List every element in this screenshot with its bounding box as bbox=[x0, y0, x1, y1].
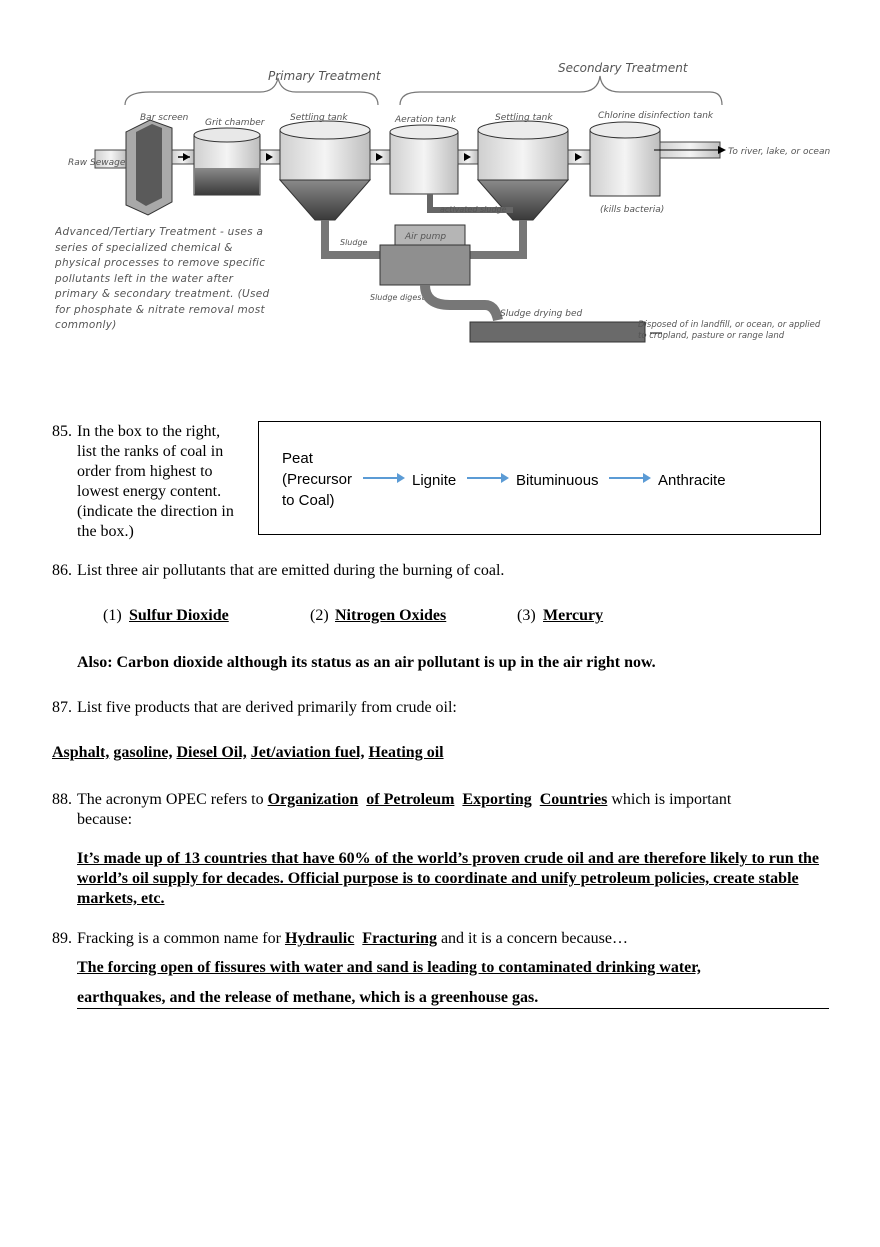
arrow-icon bbox=[361, 471, 407, 485]
activated-sludge-label: activated sludge bbox=[440, 205, 507, 214]
q88-question bbox=[77, 790, 731, 810]
drying-bed-label: Sludge drying bed bbox=[500, 309, 583, 319]
fracking-word: Hydraulic bbox=[284, 930, 355, 947]
product-item: Heating oil bbox=[368, 744, 444, 761]
secondary-brace bbox=[400, 76, 722, 105]
q89-pre: Fracking is a common name for bbox=[77, 930, 281, 947]
q87-number: 87. bbox=[52, 699, 72, 716]
digester-label: Sludge digester bbox=[370, 293, 433, 302]
q88-number: 88. bbox=[52, 791, 72, 808]
pollutant-1: Sulfur Dioxide bbox=[129, 607, 229, 624]
q88-pre: The acronym OPEC refers to bbox=[77, 791, 264, 808]
opec-word: of Petroleum bbox=[366, 791, 455, 808]
tertiary-treatment-note: Advanced/Tertiary Treatment - uses a series of specialized chemical & physical processes to remove specific pollutants left in the water after primary & secondary treatment. (Used for phosphate & nitrate removal most commonly) bbox=[55, 226, 270, 331]
pollutant-3: Mercury bbox=[543, 607, 604, 624]
peat-label: Peat (Precursor to Coal) bbox=[282, 450, 353, 509]
q86-number: 86. bbox=[52, 562, 72, 579]
arrow-icon bbox=[465, 471, 511, 485]
pollutant-3-number: (3) bbox=[517, 607, 536, 624]
q86-text: List three air pollutants that are emitted during the burning of coal. bbox=[77, 562, 505, 579]
opec-word: Exporting bbox=[462, 791, 532, 808]
disposal-note: Disposed of in landfill, or ocean, or applied to cropland, pasture or range land bbox=[638, 320, 821, 341]
q87-text: List five products that are derived primarily from crude oil: bbox=[77, 699, 457, 716]
q88-post: which is important bbox=[611, 791, 732, 808]
product-item: Asphalt, bbox=[52, 744, 110, 761]
sludge-drying-bed bbox=[470, 322, 645, 342]
fracking-word: Fracturing bbox=[362, 930, 437, 947]
product-item: Diesel Oil, bbox=[176, 744, 247, 761]
settling-tank-1-label: Settling tank bbox=[290, 113, 348, 123]
raw-sewage-label: Raw Sewage bbox=[68, 158, 126, 168]
sludge-digester bbox=[380, 245, 470, 285]
aeration-tank bbox=[390, 132, 458, 194]
grit-chamber-label: Grit chamber bbox=[205, 118, 265, 128]
settling-tank-2-label: Settling tank bbox=[495, 113, 553, 123]
outflow-label: To river, lake, or ocean bbox=[728, 147, 830, 157]
q89-number: 89. bbox=[52, 930, 72, 947]
q88-answer: It’s made up of 13 countries that have 60% of the world’s proven crude oil and are therefore likely to run the world’s oil supply for decades. Official purpose is to coordinate and unify petroleum policies, create stable markets, etc. bbox=[77, 850, 820, 907]
wastewater-treatment-diagram bbox=[50, 50, 830, 365]
pollutant-2-number: (2) bbox=[310, 607, 329, 624]
aeration-tank-label: Aeration tank bbox=[395, 115, 456, 125]
q85-number: 85. bbox=[52, 423, 72, 440]
opec-word: Organization bbox=[267, 791, 359, 808]
primary-label: Primary Treatment bbox=[268, 69, 381, 83]
arrow-icon bbox=[607, 471, 653, 485]
bar-screen-label: Bar screen bbox=[140, 113, 189, 123]
secondary-label: Secondary Treatment bbox=[558, 61, 688, 75]
q88-post2: because: bbox=[77, 811, 133, 828]
q89-answer-line-1: The forcing open of fissures with water and sand is leading to contaminated drinking water, bbox=[77, 959, 701, 976]
rank-lignite: Lignite bbox=[412, 472, 457, 489]
product-item: gasoline, bbox=[113, 744, 173, 761]
chlorine-tank-label: Chlorine disinfection tank bbox=[598, 111, 714, 121]
pollutant-1-number: (1) bbox=[103, 607, 122, 624]
sludge-label: Sludge bbox=[340, 238, 368, 247]
crude-oil-products bbox=[52, 743, 444, 763]
q85-text: In the box to the right, list the ranks of coal in order from highest to lowest energy content. (indicate the direction in the box.) bbox=[77, 423, 234, 540]
air-pump-label: Air pump bbox=[405, 232, 447, 242]
kills-bacteria-note: (kills bacteria) bbox=[600, 205, 665, 215]
coal-ranks-box bbox=[258, 421, 821, 535]
product-item: Jet/aviation fuel, bbox=[250, 744, 365, 761]
rank-bituminous: Bituminuous bbox=[516, 472, 599, 489]
pollutant-2: Nitrogen Oxides bbox=[335, 607, 447, 624]
rank-anthracite: Anthracite bbox=[658, 472, 726, 489]
opec-word: Countries bbox=[539, 791, 608, 808]
chlorine-tank bbox=[590, 130, 660, 196]
q89-question bbox=[77, 929, 628, 949]
q89-answer-line-2: earthquakes, and the release of methane, which is a greenhouse gas. bbox=[77, 988, 829, 1009]
q89-post: and it is a concern because… bbox=[440, 930, 628, 947]
q86-also-note: Also: Carbon dioxide although its status as an air pollutant is up in the air right now. bbox=[77, 654, 656, 671]
